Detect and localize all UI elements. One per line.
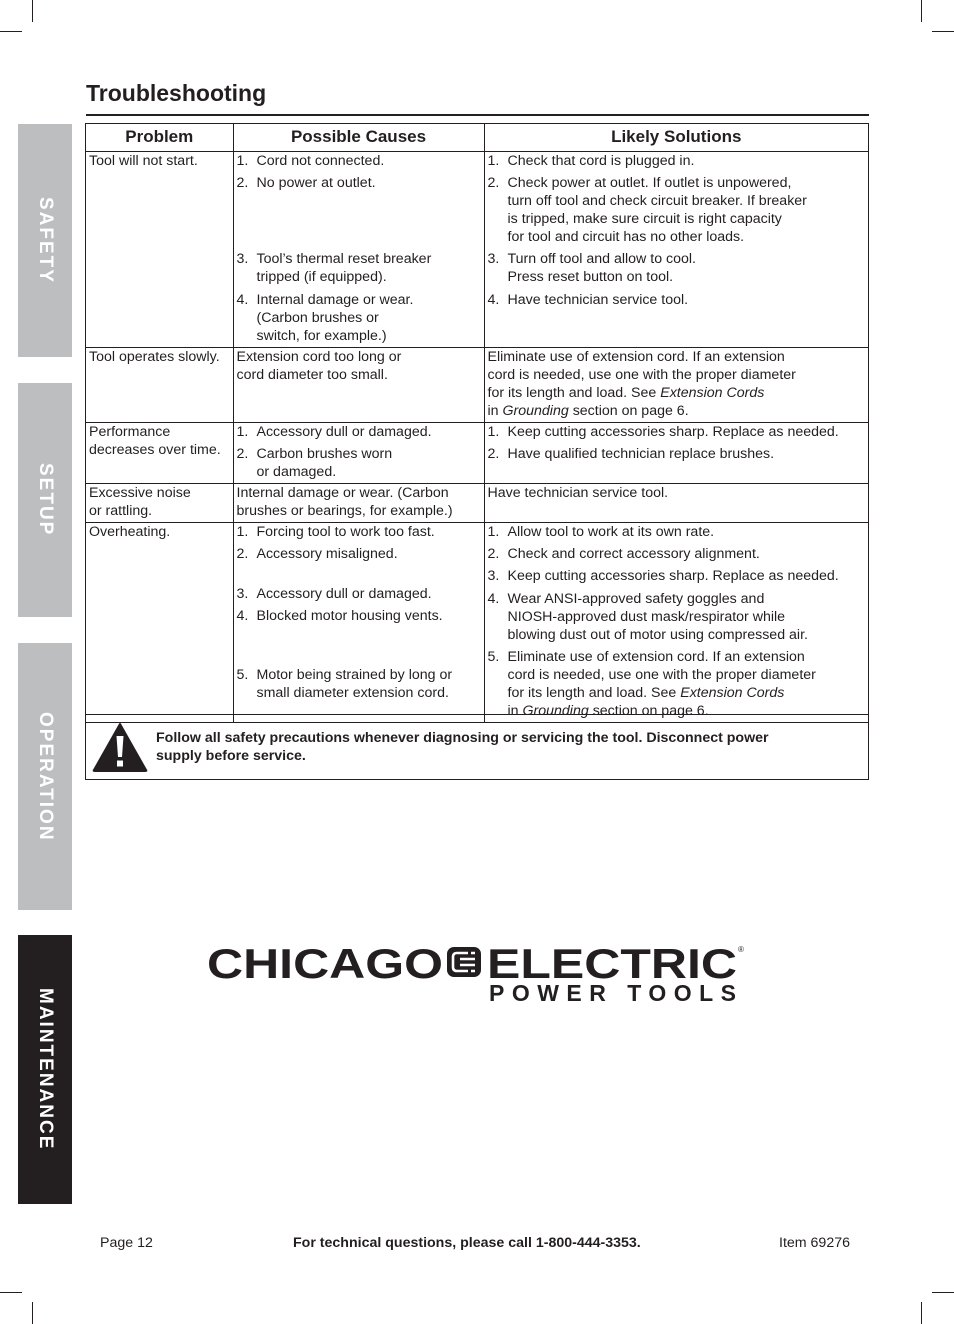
item-number: 4.	[236, 608, 249, 624]
item-text: Blocked motor housing vents.	[256, 608, 443, 624]
tab-setup[interactable]	[18, 383, 72, 617]
warning-text: Follow all safety precautions whenever diagnosing or servicing the tool. Disconnect power supply before service.	[156, 730, 769, 764]
item-number: 1.	[487, 153, 500, 169]
solutions-cell	[484, 523, 868, 723]
item-text: Motor being strained by long or small diameter extension cord.	[256, 667, 453, 701]
item-number: Item 69276	[779, 1235, 850, 1251]
solutions-cell	[484, 423, 868, 484]
item-text: Check that cord is plugged in.	[507, 153, 695, 169]
item-text: Keep cutting accessories sharp. Replace as needed.	[507, 568, 839, 584]
solutions-cell	[484, 152, 868, 348]
table-row	[86, 523, 868, 723]
tab-label: SAFETY	[35, 197, 56, 284]
crop-mark	[32, 1302, 33, 1324]
item-number: 5.	[236, 667, 249, 683]
item-number: 4.	[236, 292, 249, 308]
list-item	[237, 666, 484, 702]
item-text: No power at outlet.	[256, 175, 376, 191]
item-number: 2.	[236, 546, 249, 562]
tab-safety[interactable]	[18, 124, 72, 357]
list-item	[237, 174, 484, 250]
list-item	[488, 567, 869, 590]
item-text: Wear ANSI-approved safety goggles and NIOSH-approved dust mask/respirator while blowing dust out of motor using compressed air.	[507, 591, 808, 643]
solution-text	[488, 348, 869, 420]
table-header-row	[86, 124, 868, 152]
page-number: Page 12	[100, 1235, 153, 1251]
item-number: 5.	[487, 649, 500, 665]
list-item	[237, 607, 484, 666]
item-text: Check power at outlet. If outlet is unpowered, turn off tool and check circuit breaker. If breaker is tripped, make sure circuit is right capacity for tool and circuit has no other loads.	[507, 175, 807, 245]
solution-text-italic: Grounding	[502, 403, 569, 419]
crop-mark	[932, 31, 954, 32]
problem-cell	[86, 348, 233, 423]
tab-operation[interactable]	[18, 643, 72, 910]
item-text: Check and correct accessory alignment.	[507, 546, 760, 562]
problem-text: Tool operates slowly.	[89, 349, 220, 365]
item-text: Tool’s thermal reset breaker tripped (if equipped).	[256, 251, 432, 285]
list-item	[237, 585, 484, 607]
list-item	[237, 291, 484, 345]
causes-cell	[233, 423, 484, 484]
item-number: 2.	[487, 446, 500, 462]
solution-text-part: Eliminate use of extension cord. If an extension cord is needed, use one with the proper diameter for its length and load. See	[487, 349, 796, 401]
problem-text: Tool will not start.	[89, 153, 198, 169]
list-item	[488, 174, 869, 250]
solution-text-part: in	[487, 403, 503, 419]
logo-word-chicago: CHICAGO	[207, 940, 443, 987]
item-text: Carbon brushes worn or damaged.	[256, 446, 393, 480]
item-number: 1.	[487, 424, 500, 440]
problem-cell	[86, 423, 233, 484]
list-item	[488, 590, 869, 648]
item-text	[508, 648, 869, 720]
logo-word-electric: ELECTRIC	[487, 940, 737, 987]
item-text: Keep cutting accessories sharp. Replace as needed.	[507, 424, 839, 440]
item-text: Accessory dull or damaged.	[256, 586, 432, 602]
column-header: Problem	[86, 124, 233, 152]
causes-cell	[233, 523, 484, 723]
list-item	[488, 648, 869, 720]
item-number: 1.	[236, 524, 249, 540]
logo-registered-mark: ®	[738, 945, 744, 954]
cause-text: Extension cord too long or cord diameter too small.	[236, 349, 402, 383]
item-number: 2.	[487, 175, 500, 191]
problem-cell	[86, 523, 233, 723]
crop-mark	[921, 0, 922, 22]
list-item	[488, 250, 869, 291]
item-text: Accessory misaligned.	[256, 546, 398, 562]
list-item	[488, 545, 869, 567]
item-text: Cord not connected.	[256, 153, 385, 169]
item-number: 2.	[236, 446, 249, 462]
cause-text: Internal damage or wear. (Carbon brushes or bearings, for example.)	[236, 485, 453, 519]
item-number: 3.	[487, 568, 500, 584]
solutions-cell	[484, 484, 868, 523]
crop-mark	[0, 1292, 22, 1293]
logo-tagline: POWER TOOLS	[489, 980, 736, 1006]
table-row	[86, 484, 868, 523]
safety-warning	[86, 714, 868, 779]
item-number: 1.	[236, 424, 249, 440]
list-item	[237, 152, 484, 174]
solution-text-italic: Grounding	[522, 703, 589, 719]
item-number: 3.	[487, 251, 500, 267]
problem-text: Overheating.	[89, 524, 171, 540]
item-number: 4.	[487, 591, 500, 607]
column-header: Possible Causes	[233, 124, 484, 152]
item-text: Have qualified technician replace brushes.	[507, 446, 775, 462]
list-item	[488, 445, 869, 463]
tab-label: SETUP	[35, 463, 56, 537]
tech-support-line: For technical questions, please call 1-800-444-3353.	[293, 1235, 641, 1251]
list-item	[237, 445, 484, 481]
problem-text: Excessive noise or rattling.	[89, 485, 191, 519]
troubleshooting-table-box	[85, 123, 869, 780]
tab-maintenance[interactable]	[18, 935, 72, 1204]
causes-cell	[233, 348, 484, 423]
item-number: 2.	[236, 175, 249, 191]
solutions-cell	[484, 348, 868, 423]
item-number: 1.	[487, 524, 500, 540]
item-text: Allow tool to work at its own rate.	[507, 524, 715, 540]
problem-cell	[86, 484, 233, 523]
solution-text-part: in	[507, 703, 523, 719]
tab-label: MAINTENANCE	[35, 988, 56, 1151]
solution-text: Have technician service tool.	[487, 485, 669, 501]
causes-cell	[233, 484, 484, 523]
solution-text-italic: Extension Cords	[680, 685, 785, 701]
problem-cell	[86, 152, 233, 348]
solution-text-part: section on page 6.	[568, 403, 689, 419]
causes-cell	[233, 152, 484, 348]
list-item	[237, 523, 484, 545]
chicago-electric-logo	[205, 940, 750, 1010]
item-number: 1.	[236, 153, 249, 169]
solution-text-italic: Extension Cords	[660, 385, 765, 401]
item-text: Turn off tool and allow to cool. Press reset button on tool.	[507, 251, 696, 285]
table-row	[86, 152, 868, 348]
list-item	[237, 423, 484, 445]
solution-text-part: section on page 6.	[588, 703, 709, 719]
problem-text: Performance decreases over time.	[89, 424, 221, 458]
table-row	[86, 423, 868, 484]
item-text: Internal damage or wear. (Carbon brushes or switch, for example.)	[256, 292, 414, 344]
crop-mark	[921, 1302, 922, 1324]
list-item	[237, 250, 484, 291]
crop-mark	[0, 31, 22, 32]
item-text: Forcing tool to work too fast.	[256, 524, 435, 540]
list-item	[237, 545, 484, 585]
crop-mark	[932, 1292, 954, 1293]
list-item	[488, 291, 869, 309]
page-title: Troubleshooting	[86, 80, 267, 106]
list-item	[488, 423, 869, 445]
item-number: 3.	[236, 251, 249, 267]
list-item	[488, 152, 869, 174]
crop-mark	[32, 0, 33, 22]
item-number: 2.	[487, 546, 500, 562]
tab-label: OPERATION	[35, 711, 56, 842]
table-row	[86, 348, 868, 423]
troubleshooting-table	[86, 124, 868, 723]
item-text: Accessory dull or damaged.	[256, 424, 432, 440]
title-divider	[86, 114, 869, 116]
item-number: 4.	[487, 292, 500, 308]
solution-text-part: Eliminate use of extension cord. If an extension cord is needed, use one with the proper diameter for its length and load. See	[507, 649, 816, 701]
item-text: Have technician service tool.	[507, 292, 689, 308]
list-item	[488, 523, 869, 545]
warning-icon	[92, 722, 148, 772]
item-number: 3.	[236, 586, 249, 602]
column-header: Likely Solutions	[484, 124, 868, 152]
